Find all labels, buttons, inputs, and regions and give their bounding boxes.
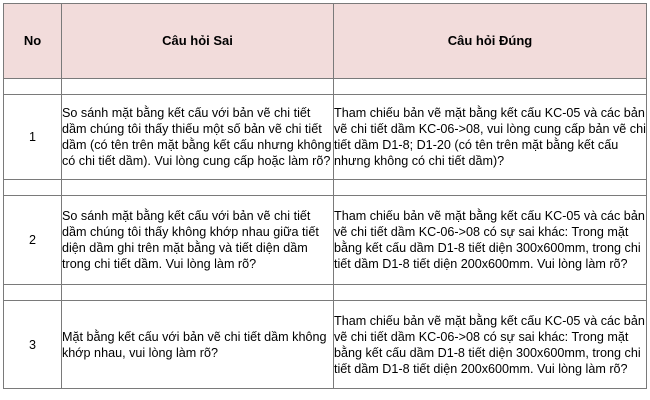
wrong-question-text: Mặt bằng kết cấu với bản vẽ chi tiết dầm không khớp nhau, vui lòng làm rõ? — [62, 301, 334, 389]
spacer-row — [4, 79, 647, 95]
table-row — [4, 95, 647, 180]
row-number: 1 — [4, 95, 62, 180]
row-number: 3 — [4, 301, 62, 389]
qa-table — [3, 3, 647, 389]
header-right-question: Câu hỏi Đúng — [334, 4, 647, 79]
right-question-text: Tham chiếu bản vẽ mặt bằng kết cấu KC-05 và các bản vẽ chi tiết dầm KC-06->08 có sự sai khác: Trong mặt bằng kết cấu dầm D1-8 tiết diện 300x600mm, trong chi tiết dầm D1-8 tiết diện 200x600mm. Vui lòng làm rõ? — [334, 301, 647, 389]
wrong-question-text: So sánh mặt bằng kết cấu với bản vẽ chi tiết dầm chúng tôi thấy thiếu một số bản vẽ chi tiết dầm (có tên trên mặt bằng kết cấu nhưng không có chi tiết dầm). Vui lòng cung cấp hoặc làm rõ? — [62, 95, 334, 180]
wrong-question-text: So sánh mặt bằng kết cấu với bản vẽ chi tiết dầm chúng tôi thấy không khớp nhau giữa tiết diện dầm ghi trên mặt bằng và tiết diện dầm trong chi tiết dầm. Vui lòng làm rõ? — [62, 196, 334, 285]
right-question-text: Tham chiếu bản vẽ mặt bằng kết cấu KC-05 và các bản vẽ chi tiết dầm KC-06->08 có sự sai khác: Trong mặt bằng kết cấu dầm D1-8 tiết diện 300x600mm, trong chi tiết dầm D1-8 tiết diện 200x600mm. Vui lòng làm rõ? — [334, 196, 647, 285]
row-number: 2 — [4, 196, 62, 285]
table-row — [4, 196, 647, 285]
spacer-row — [4, 180, 647, 196]
header-wrong-question: Câu hỏi Sai — [62, 4, 334, 79]
table-row — [4, 301, 647, 389]
header-row — [4, 4, 647, 79]
right-question-text: Tham chiếu bản vẽ mặt bằng kết cấu KC-05 và các bản vẽ chi tiết dầm KC-06->08, vui lòng cung cấp bản vẽ chi tiết dầm D1-8; D1-20 (có tên trên mặt bằng kết cấu nhưng không có chi tiết dầm)? — [334, 95, 647, 180]
spacer-row — [4, 285, 647, 301]
header-no: No — [4, 4, 62, 79]
